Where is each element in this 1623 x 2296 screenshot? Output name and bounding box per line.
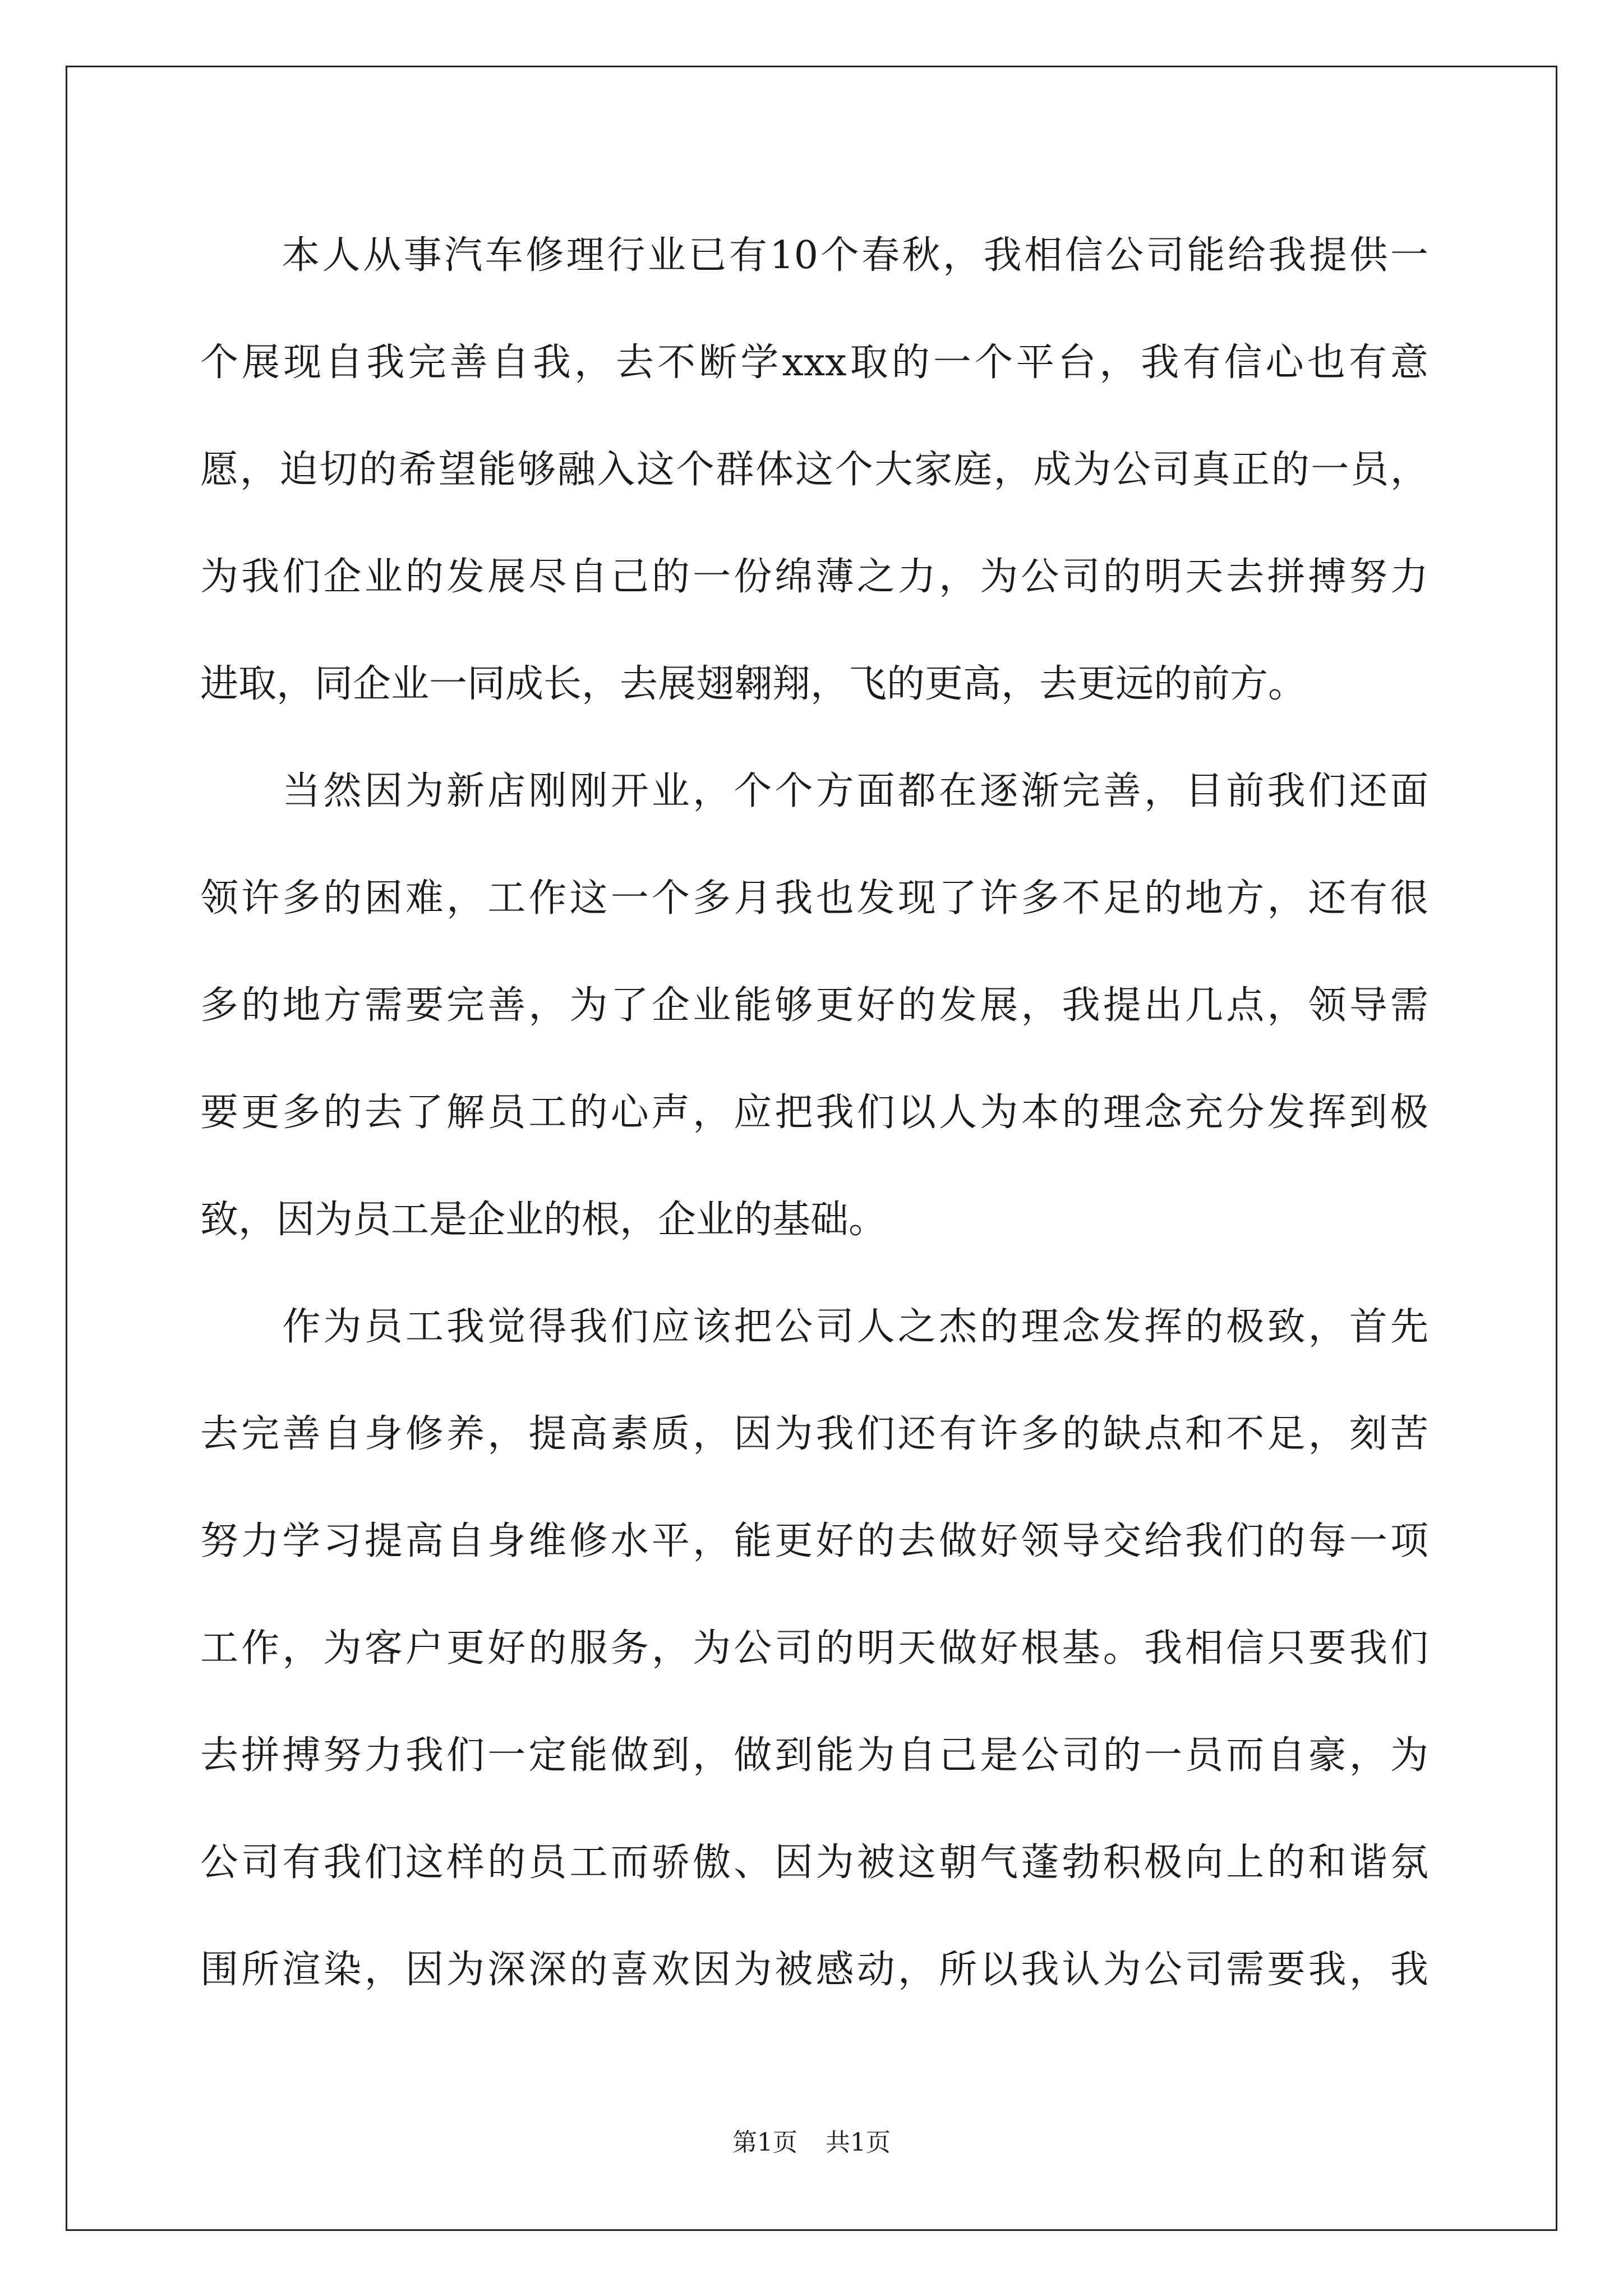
- text-line: 去拼搏努力我们一定能做到，做到能为自己是公司的一员而自豪，为: [200, 1733, 1428, 1778]
- text-line: 为我们企业的发展尽自己的一份绵薄之力，为公司的明天去拼搏努力: [200, 555, 1428, 599]
- text-line: 致，因为员工是企业的根，企业的基础。: [200, 1198, 887, 1242]
- text-line: 多的地方需要完善，为了企业能够更好的发展，我提出几点，领导需: [200, 983, 1428, 1028]
- text-line: 个展现自我完善自我，去不断学xxx取的一个平台，我有信心也有意: [200, 341, 1428, 385]
- text-line: 去完善自身修养，提高素质，因为我们还有许多的缺点和不足，刻苦: [200, 1412, 1428, 1456]
- text-line: 愿，迫切的希望能够融入这个群体这个大家庭，成为公司真正的一员，: [200, 448, 1428, 492]
- total-pages: 共1页: [826, 2128, 891, 2157]
- text-line: 作为员工我觉得我们应该把公司人之杰的理念发挥的极致，首先: [200, 1305, 1428, 1349]
- document-body: [200, 202, 1428, 2023]
- text-line: 努力学习提高自身维修水平，能更好的去做好领导交给我们的每一项: [200, 1519, 1428, 1563]
- text-line: 要更多的去了解员工的心声，应把我们以人为本的理念充分发挥到极: [200, 1091, 1428, 1135]
- page-footer: [0, 2126, 1623, 2160]
- text-line: 当然因为新店刚刚开业，个个方面都在逐渐完善，目前我们还面: [200, 769, 1428, 813]
- text-line: 公司有我们这样的员工而骄傲、因为被这朝气蓬勃积极向上的和谐氛: [200, 1841, 1428, 1885]
- text-line: 围所渲染，因为深深的喜欢因为被感动，所以我认为公司需要我，我: [200, 1948, 1428, 1992]
- text-line: 领许多的困难，工作这一个多月我也发现了许多不足的地方，还有很: [200, 876, 1428, 921]
- page-number: 第1页: [732, 2128, 797, 2157]
- text-line: 本人从事汽车修理行业已有10个春秋，我相信公司能给我提供一: [200, 233, 1428, 278]
- text-line: 进取，同企业一同成长，去展翅翱翔，飞的更高，去更远的前方。: [200, 662, 1307, 706]
- text-line: 工作，为客户更好的服务，为公司的明天做好根基。我相信只要我们: [200, 1626, 1428, 1671]
